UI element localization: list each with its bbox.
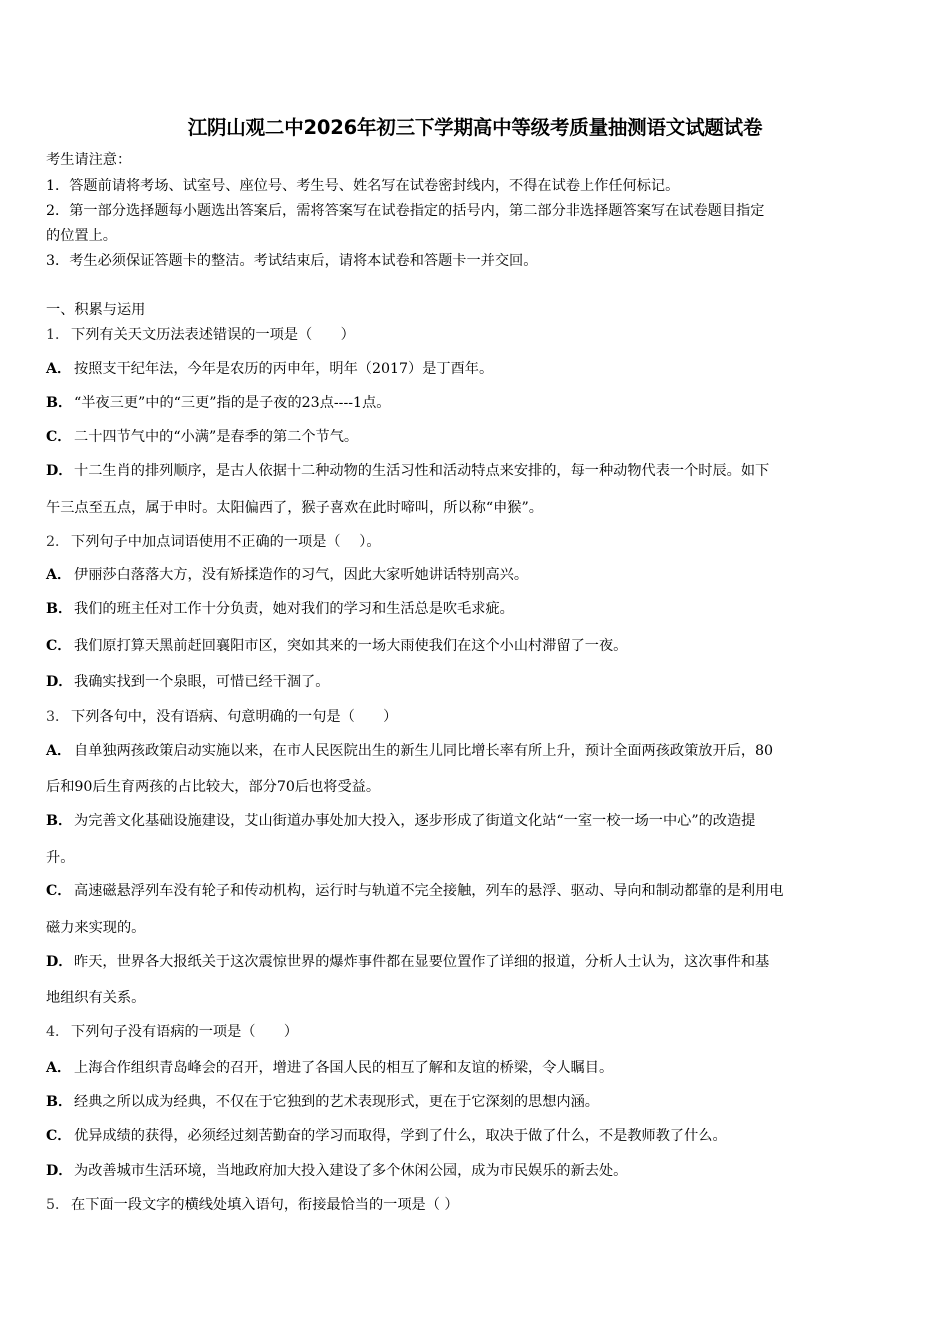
question-4 bbox=[46, 1022, 298, 1042]
question-stem: 下列各句中，没有语病、句意明确的一句是（ ） bbox=[71, 709, 398, 725]
option-text: 昨天，世界各大报纸关于这次震惊世界的爆炸事件都在显要位置作了详细的报道，分析人士认为，这次事件和基 bbox=[74, 954, 770, 970]
option-text: 十二生肖的排列顺序，是古人依据十二种动物的生活习性和活动特点来安排的，每一种动物代表一个时辰。如下 bbox=[74, 463, 770, 479]
question-stem: 下列句子没有语病的一项是（ ） bbox=[71, 1024, 299, 1040]
option-text: 伊丽莎白落落大方，没有矫揉造作的习气，因此大家听她讲话特别高兴。 bbox=[74, 567, 529, 583]
option-4b bbox=[46, 1092, 599, 1112]
option-text: 经典之所以成为经典，不仅在于它独到的艺术表现形式，更在于它深刻的思想内涵。 bbox=[74, 1094, 599, 1110]
option-label: A． bbox=[46, 743, 72, 759]
option-text: 自单独两孩政策启动实施以来，在市人民医院出生的新生儿同比增长率有所上升，预计全面两孩政策放开后，80 bbox=[74, 743, 774, 759]
option-text: “半夜三更”中的“三更”指的是子夜的23点----1点。 bbox=[74, 395, 391, 411]
option-label: D． bbox=[46, 674, 73, 690]
option-2a bbox=[46, 565, 528, 585]
option-4d bbox=[46, 1161, 627, 1181]
option-label: B． bbox=[46, 1094, 73, 1110]
question-1 bbox=[46, 325, 355, 345]
option-label: A． bbox=[46, 567, 72, 583]
option-label: A． bbox=[46, 1060, 72, 1076]
option-3b-cont: 升。 bbox=[46, 850, 75, 866]
option-label: D． bbox=[46, 954, 73, 970]
option-label: C． bbox=[46, 429, 72, 445]
option-3c bbox=[46, 881, 783, 901]
option-label: C． bbox=[46, 883, 72, 899]
option-4c bbox=[46, 1126, 727, 1146]
question-stem: 下列有关天文历法表述错误的一项是（ ） bbox=[71, 327, 355, 343]
option-3c-cont: 磁力来实现的。 bbox=[46, 920, 146, 936]
option-3d bbox=[46, 952, 769, 972]
option-3a-cont: 后和90后生育两孩的占比较大，部分70后也将受益。 bbox=[46, 779, 381, 795]
option-2b bbox=[46, 599, 514, 619]
question-number: 4． bbox=[46, 1024, 70, 1040]
option-2d bbox=[46, 672, 329, 692]
question-3 bbox=[46, 707, 397, 727]
option-label: A． bbox=[46, 361, 72, 377]
option-2c bbox=[46, 636, 627, 656]
option-text: 按照支干纪年法，今年是农历的丙申年，明年（2017）是丁酉年。 bbox=[74, 361, 494, 377]
option-text: 高速磁悬浮列车没有轮子和传动机构，运行时与轨道不完全接触，列车的悬浮、驱动、导向和制动都靠的是利用电 bbox=[74, 883, 784, 899]
option-4a bbox=[46, 1058, 613, 1078]
question-number: 5． bbox=[46, 1197, 70, 1213]
notice-heading: 考生请注意： bbox=[46, 152, 132, 168]
question-number: 3． bbox=[46, 709, 70, 725]
notice-item-2-cont: 的位置上。 bbox=[46, 228, 117, 244]
option-label: C． bbox=[46, 638, 72, 654]
option-label: C． bbox=[46, 1128, 72, 1144]
question-2 bbox=[46, 532, 381, 552]
option-1a bbox=[46, 359, 493, 379]
notice-item-2: 2．第一部分选择题每小题选出答案后，需将答案写在试卷指定的括号内，第二部分非选择题答案写在试卷题目指定 bbox=[46, 203, 765, 219]
question-5 bbox=[46, 1195, 459, 1215]
option-text: 我确实找到一个泉眼，可惜已经干涸了。 bbox=[74, 674, 330, 690]
option-text: 为改善城市生活环境，当地政府加大投入建设了多个休闲公园，成为市民娱乐的新去处。 bbox=[74, 1163, 628, 1179]
option-1d-cont: 午三点至五点，属于申时。太阳偏西了，猴子喜欢在此时啼叫，所以称“申猴”。 bbox=[46, 500, 543, 516]
option-text: 我们的班主任对工作十分负责，她对我们的学习和生活总是吹毛求疵。 bbox=[74, 601, 514, 617]
question-number: 1． bbox=[46, 327, 70, 343]
option-1d bbox=[46, 461, 769, 481]
option-label: D． bbox=[46, 463, 73, 479]
option-text: 二十四节气中的“小满”是春季的第二个节气。 bbox=[74, 429, 359, 445]
option-3b bbox=[46, 811, 755, 831]
option-3d-cont: 地组织有关系。 bbox=[46, 990, 146, 1006]
option-text: 我们原打算天黑前赶回襄阳市区，突如其来的一场大雨使我们在这个小山村滞留了一夜。 bbox=[74, 638, 628, 654]
option-text: 为完善文化基础设施建设，艾山街道办事处加大投入，逐步形成了街道文化站“一室一校一场一中心”的改造提 bbox=[74, 813, 756, 829]
option-label: B． bbox=[46, 395, 73, 411]
option-text: 上海合作组织青岛峰会的召开，增进了各国人民的相互了解和友谊的桥梁，令人瞩目。 bbox=[74, 1060, 614, 1076]
option-text: 优异成绩的获得，必须经过刻苦勤奋的学习而取得，学到了什么，取决于做了什么，不是教师教了什么。 bbox=[74, 1128, 727, 1144]
question-stem: 在下面一段文字的横线处填入语句，衔接最恰当的一项是（ ） bbox=[71, 1197, 459, 1213]
question-number: 2． bbox=[46, 534, 70, 550]
page-title: 江阴山观二中2026年初三下学期高中等级考质量抽测语文试题试卷 bbox=[187, 116, 763, 139]
option-label: B． bbox=[46, 601, 73, 617]
option-label: D． bbox=[46, 1163, 73, 1179]
question-stem: 下列句子中加点词语使用不正确的一项是（ ）。 bbox=[71, 534, 381, 550]
option-1c bbox=[46, 427, 358, 447]
option-1b bbox=[46, 393, 390, 413]
notice-item-3: 3．考生必须保证答题卡的整洁。考试结束后，请将本试卷和答题卡一并交回。 bbox=[46, 253, 538, 269]
notice-item-1: 1．答题前请将考场、试室号、座位号、考生号、姓名写在试卷密封线内，不得在试卷上作任何标记。 bbox=[46, 178, 680, 194]
option-3a bbox=[46, 741, 773, 761]
option-label: B． bbox=[46, 813, 73, 829]
section-heading: 一、积累与运用 bbox=[46, 302, 146, 318]
